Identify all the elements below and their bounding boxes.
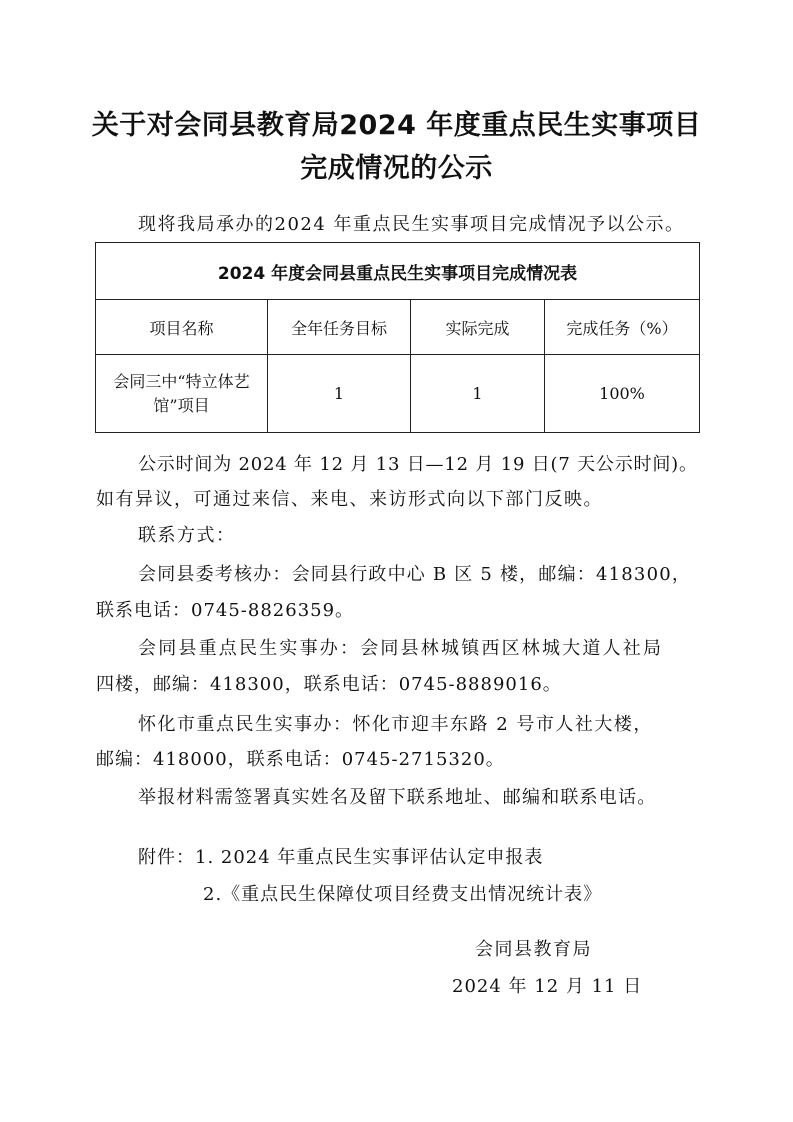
notice-period-line: 公示时间为 2024 年 12 月 13 日—12 月 19 日(7 天公示时间)。 xyxy=(138,454,698,475)
table-row xyxy=(96,355,700,433)
cell-actual: 1 xyxy=(411,355,545,433)
attachment-item-1: 附件：1. 2024 年重点民生实事评估认定申报表 xyxy=(138,847,544,868)
contact-2-line2: 四楼，邮编：418300，联系电话：0745-8889016。 xyxy=(96,674,562,695)
cell-target: 1 xyxy=(268,355,411,433)
document-title-line2: 完成情况的公示 xyxy=(300,153,493,184)
header-completion-percent: 完成任务（%） xyxy=(545,300,700,355)
table-caption: 2024 年度会同县重点民生实事项目完成情况表 xyxy=(96,243,700,300)
intro-paragraph: 现将我局承办的2024 年重点民生实事项目完成情况予以公示。 xyxy=(138,214,685,235)
cell-percent: 100% xyxy=(545,355,700,433)
contact-3-line1: 怀化市重点民生实事办：怀化市迎丰东路 2 号市人社大楼， xyxy=(138,714,653,735)
table-header-row xyxy=(96,300,700,355)
contact-1-line1: 会同县委考核办：会同县行政中心 B 区 5 楼，邮编：418300， xyxy=(138,564,692,585)
attachment-item-2: 2.《重点民生保障仗项目经费支出情况统计表》 xyxy=(203,884,603,905)
header-project-name: 项目名称 xyxy=(96,300,268,355)
completion-table xyxy=(95,242,700,433)
cell-project-name: 会同三中“特立体艺馆”项目 xyxy=(96,355,268,433)
contact-2-line1: 会同县重点民生实事办：会同县林城镇西区林城大道人社局 xyxy=(138,638,664,659)
header-annual-target: 全年任务目标 xyxy=(268,300,411,355)
contact-1-line2: 联系电话：0745-8826359。 xyxy=(96,600,355,621)
document-title-line1: 关于对会同县教育局2024 年度重点民生实事项目 xyxy=(91,110,702,141)
signature-date: 2024 年 12 月 11 日 xyxy=(452,976,643,997)
report-requirement: 举报材料需签署真实姓名及留下联系地址、邮编和联系电话。 xyxy=(138,787,657,808)
objection-line: 如有异议，可通过来信、来电、来访形式向以下部门反映。 xyxy=(96,489,603,510)
contact-label: 联系方式： xyxy=(138,525,236,546)
header-actual-completed: 实际完成 xyxy=(411,300,545,355)
contact-3-line2: 邮编：418000，联系电话：0745-2715320。 xyxy=(96,749,505,770)
signature-org: 会同县教育局 xyxy=(475,939,592,960)
